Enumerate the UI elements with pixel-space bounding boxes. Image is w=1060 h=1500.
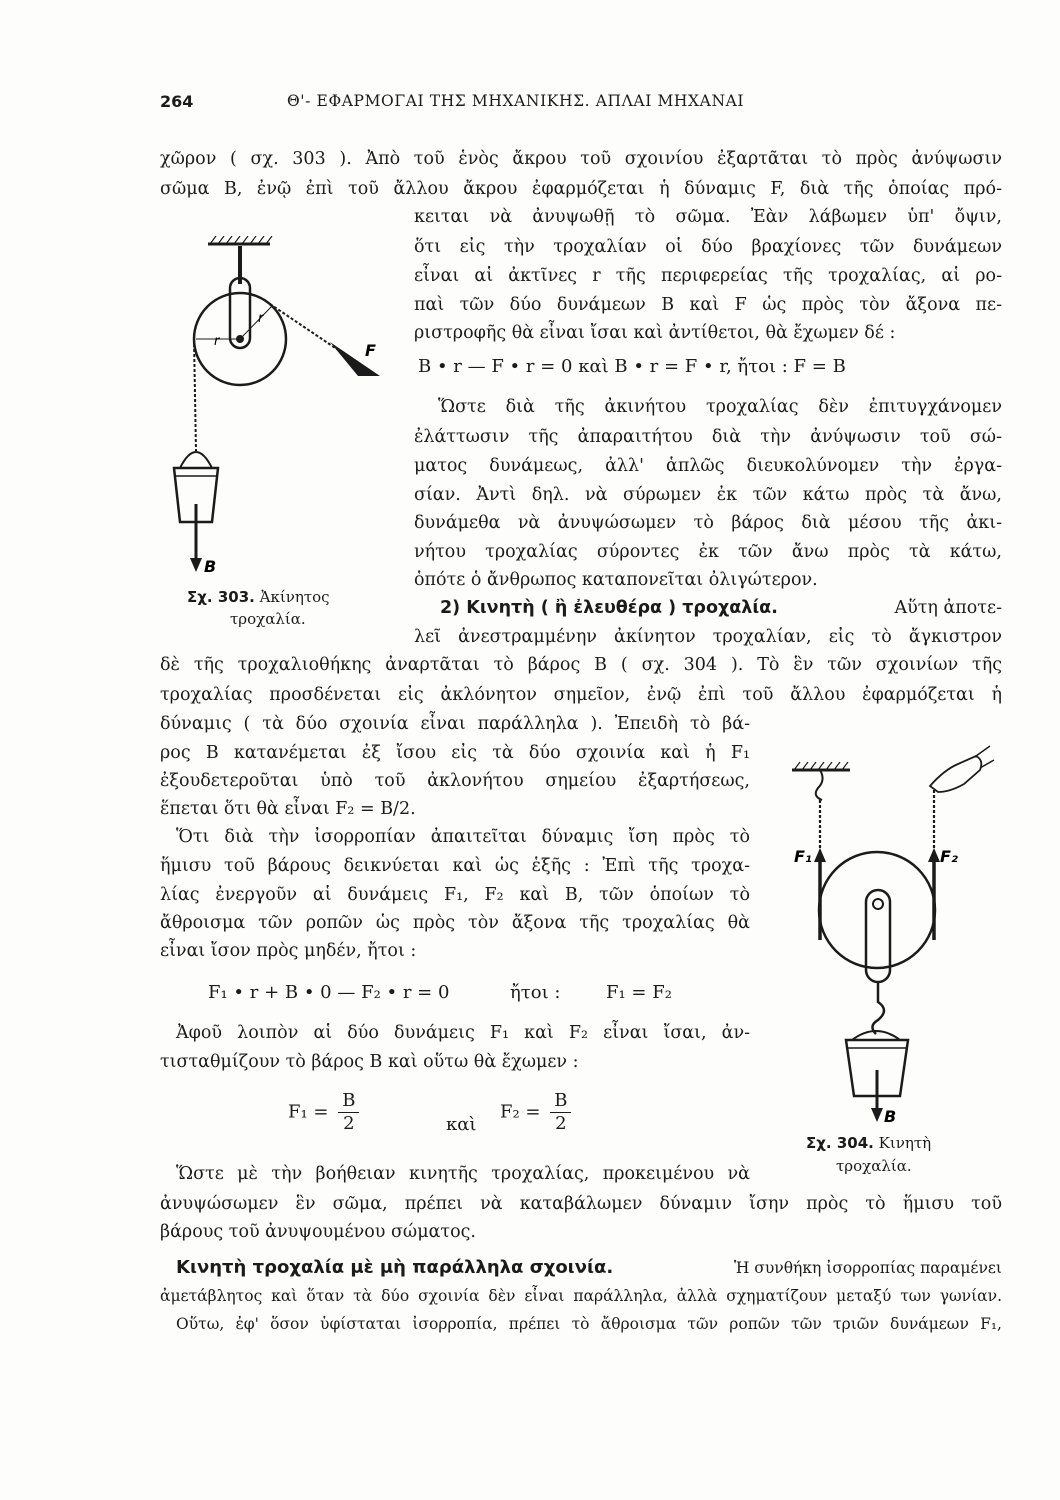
running-title: Θ'- ΕΦΑΡΜΟΓΑΙ ΤΗΣ ΜΗΧΑΝΙΚΗΣ. ΑΠΛΑΙ ΜΗΧΑΝΑΙ [287, 92, 745, 110]
bucket-handle [180, 452, 212, 468]
section-heading-line [176, 1257, 1002, 1279]
section-heading-moving-pulley: 2) Κινητὴ ( ἢ ἐλευθέρα ) τροχαλία. [440, 598, 778, 618]
section-heading-line [440, 597, 1002, 619]
text-fragment: Ἡ συνθήκη ἰσορροπίας παραμένει [733, 1259, 1002, 1277]
radius-right [242, 306, 272, 337]
label-F: F [365, 341, 376, 360]
label-B: B [884, 1107, 897, 1126]
text-line: ἄθροισμα τῶν ροπῶν ὡς πρὸς τὸν ἄξονα τῆς τροχαλίας θὰ [160, 913, 750, 933]
numerator: B [550, 1090, 571, 1113]
text-line: νήτου τροχαλίας σύροντες ἐκ τῶν ἄνω πρὸς τὰ κάτω, [414, 542, 1002, 562]
equation-lhs: F₁ = [288, 1101, 329, 1123]
text-line: τροχαλίας προσδένεται εἰς ἀκλόνητον σημεῖον, ἐνῷ ἐπὶ τοῦ ἄλλου ἐφαρμόζεται ἡ [160, 685, 1002, 705]
pulley-wheel [819, 852, 935, 968]
text-line: ἀνυψώσωμεν ἓν σῶμα, πρέπει νὰ καταβάλωμεν δύναμιν ἴσην πρὸς τὸ ἥμισυ τοῦ [160, 1194, 1002, 1214]
equation-moments-rhs: F₁ = F₂ [606, 982, 672, 1003]
pulley-axle [873, 899, 883, 909]
label-F1: F₁ [794, 847, 812, 866]
equation-half-weight-f1 [288, 1090, 363, 1135]
text-line: κειται νὰ ἀνυψωθῇ τὸ σῶμα. Ἐὰν λάβωμεν ὑπ' ὄψιν, [414, 207, 1002, 227]
figure-304-caption [806, 1134, 931, 1152]
load-hook [872, 982, 884, 1034]
anchor-hook [816, 770, 823, 800]
text-fragment: Αὕτη ἀποτε- [894, 598, 1002, 618]
figure-304-moving-pulley [780, 740, 1000, 1130]
denominator: 2 [343, 1113, 355, 1134]
text-line: λεῖ ἀνεστραμμένην ἀκίνητον τροχαλίαν, εἰς τὸ ἄγκιστρον [414, 627, 1002, 647]
text-line: ὅτι εἰς τὴν τροχαλίαν οἱ δύο βραχίονες τῶν δυνάμεων [414, 237, 1002, 257]
text-line: σίαν. Ἀντὶ δηλ. νὰ σύρωμεν ἐκ τῶν κάτω πρὸς τὰ ἄνω, [414, 485, 1002, 505]
text-line: ριστροφῆς θὰ εἶναι ἴσαι καὶ ἀντίθετοι, θὰ ἔχωμεν δέ : [414, 323, 896, 343]
denominator: 2 [555, 1113, 567, 1134]
text-line: εἶναι ἴσον πρὸς μηδέν, ἤτοι : [160, 941, 417, 961]
text-line: δυνάμεθα νὰ ἀνυψώσωμεν τὸ βάρος διὰ μέσου τῆς ἀκι- [414, 513, 1002, 533]
label-F2: F₂ [940, 847, 958, 866]
text-line: ἥμισυ τοῦ βάρους δεικνύεται καὶ ὡς ἑξῆς : Ἐπὶ τῆς τροχα- [160, 856, 750, 876]
figure-303-fixed-pulley [160, 236, 400, 596]
force-f2-arrowhead [928, 848, 940, 862]
label-B: B [204, 557, 217, 576]
section-heading-nonparallel: Κινητὴ τροχαλία μὲ μὴ παράλληλα σχοινία. [176, 1257, 614, 1278]
equation-fixed-pulley: B • r — F • r = 0 καὶ B • r = F • r, ἤτοι : F = B [418, 356, 846, 377]
rope-left [194, 339, 196, 451]
text-line: δὲ τῆς τροχαλιοθήκης ἀναρτᾶται τὸ βάρος B ( σχ. 304 ). Τὸ ἓν τῶν σχοινίων τῆς [160, 655, 1002, 675]
text-line: Οὕτω, ἐφ' ὅσον ὑφίσταται ἰσορροπία, πρέπει τὸ ἄθροισμα τῶν ροπῶν τῶν τριῶν δυνάμεων F₁, [176, 1315, 1002, 1333]
hand-icon [930, 756, 981, 792]
equation-half-weight-f2 [500, 1090, 575, 1135]
figure-303-caption-line2: τροχαλία. [230, 610, 306, 628]
caption-text: Κινητὴ [878, 1134, 932, 1152]
text-line: ρος B κατανέμεται ἐξ ἴσου εἰς τὰ δύο σχοινία καὶ ἡ F₁ [160, 743, 750, 763]
equation-connector: καὶ [446, 1114, 477, 1135]
text-line: βάρους τοῦ ἀνυψουμένου σώματος. [160, 1222, 476, 1242]
text-line: δύναμις ( τὰ δύο σχοινία εἶναι παράλληλα ). Ἐπειδὴ τὸ βά- [160, 714, 750, 734]
text-line: ἕπεται ὅτι θὰ εἶναι F₂ = B/2. [160, 799, 416, 819]
text-line: Ὥστε διὰ τῆς ἀκινήτου τροχαλίας δὲν ἐπιτυγχάνομεν [438, 397, 1002, 417]
weight-arrowhead [871, 1108, 883, 1122]
label-r-right: r [258, 311, 264, 326]
page-number: 264 [160, 92, 194, 111]
text-line: ἐλάττωσιν τῆς ἀπαραιτήτου διὰ τὴν ἀνύψωσιν τοῦ σώ- [414, 427, 1002, 447]
equation-moments-mid: ἤτοι : [510, 982, 561, 1003]
text-line: ματος δυνάμεως, ἀλλ' ἁπλῶς διευκολύνομεν τὴν ἐργα- [414, 456, 1002, 476]
text-line: σῶμα B, ἐνῷ ἐπὶ τοῦ ἄλλου ἄκρου ἐφαρμόζεται ἡ δύναμις F, διὰ τῆς ὁποίας πρό- [160, 179, 1002, 199]
caption-number: Σχ. 303. [187, 588, 255, 606]
equation-lhs: F₂ = [500, 1101, 541, 1123]
numerator: B [338, 1090, 359, 1113]
equation-moments-lhs: F₁ • r + B • 0 — F₂ • r = 0 [208, 982, 450, 1003]
text-line: χῶρον ( σχ. 303 ). Ἀπὸ τοῦ ἑνὸς ἄκρου τοῦ σχοινίου ἐξαρτᾶται τὸ πρὸς ἀνύψωσιν [160, 149, 1002, 169]
text-line: Ἀφοῦ λοιπὸν αἱ δύο δυνάμεις F₁ καὶ F₂ εἶναι ἴσαι, ἀν- [176, 1023, 750, 1043]
text-line: τισταθμίζουν τὸ βάρος B καὶ οὕτω θὰ ἔχωμεν : [160, 1052, 579, 1072]
figure-303-caption [187, 588, 330, 606]
weight-arrowhead [190, 558, 202, 572]
fraction [338, 1090, 359, 1135]
text-line: Ὥστε μὲ τὴν βοήθειαν κινητῆς τροχαλίας, προκειμένου νὰ [176, 1164, 750, 1184]
figure-304-caption-line2: τροχαλία. [836, 1157, 912, 1175]
force-f1-arrowhead [814, 848, 826, 862]
text-line: ἀμετάβλητος καὶ ὅταν τὰ δύο σχοινία δὲν εἶναι παράλληλα, ἀλλὰ σχηματίζουν μεταξύ των γωνίαν. [160, 1287, 1002, 1305]
label-r-left: r [214, 334, 220, 349]
text-line: λίας ἐνεργοῦν αἱ δυνάμεις F₁, F₂ καὶ B, τῶν ὁποίων τὸ [160, 885, 750, 905]
text-line: παὶ τῶν δύο δυνάμεων B καὶ F ὡς πρὸς τὸν ἄξονα πε- [414, 295, 1002, 315]
text-line: Ὅτι διὰ τὴν ἰσορροπίαν ἀπαιτεῖται δύναμις ἴση πρὸς τὸ [176, 827, 750, 847]
fraction [550, 1090, 571, 1135]
caption-text: Ἀκίνητος [259, 588, 330, 606]
text-line: ἐξουδετεροῦται ὑπὸ τοῦ ἀκλονήτου σημείου ἐξαρτήσεως, [160, 771, 750, 791]
text-line: ὁπότε ὁ ἄνθρωπος καταπονεῖται ὀλιγώτερον. [414, 570, 818, 590]
caption-number: Σχ. 304. [806, 1134, 874, 1152]
text-line: εἶναι αἱ ἀκτῖνες r τῆς περιφερείας τῆς τροχαλίας, αἱ ρο- [414, 266, 1002, 286]
